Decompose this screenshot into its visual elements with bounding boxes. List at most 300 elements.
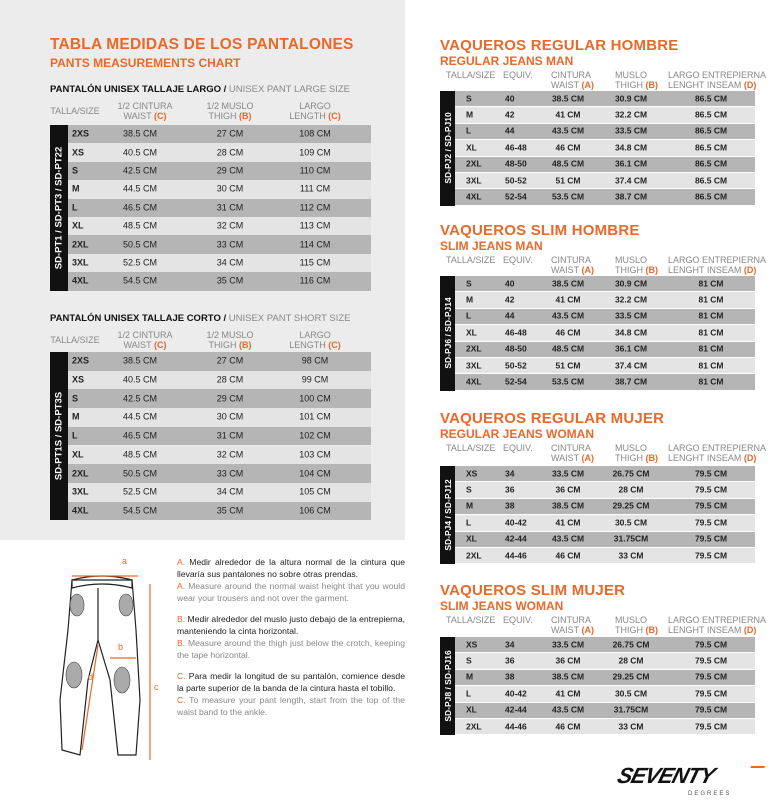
- cell: 30.5 CM: [614, 517, 648, 528]
- table-row: [68, 502, 371, 521]
- cell: 34.8 CM: [614, 327, 648, 338]
- cell: 36.1 CM: [614, 158, 648, 169]
- pants-diagram: [50, 550, 170, 770]
- table-row: [455, 374, 755, 389]
- cell: 4XL: [466, 376, 482, 387]
- table-subtitle: SLIM JEANS MAN: [440, 239, 543, 253]
- cell: 51 CM: [555, 360, 581, 371]
- cell: 100 CM: [299, 393, 331, 404]
- cell: 32.2 CM: [614, 294, 648, 305]
- cell: 79.5 CM: [694, 704, 728, 715]
- cell: 42-44: [505, 704, 527, 715]
- cell: 81 CM: [698, 294, 724, 305]
- cell: 38.7 CM: [614, 376, 648, 387]
- cell: 38.5 CM: [122, 355, 158, 366]
- cell: 35 CM: [216, 275, 244, 286]
- column-header: LARGO ENTREPIERNA LENGHT INSEAM (D): [668, 255, 767, 275]
- cell: 40.5 CM: [122, 147, 158, 158]
- cell: 102 CM: [299, 430, 331, 441]
- cell: 79.5 CM: [694, 671, 728, 682]
- column-header: LARGO ENTREPIERNA LENGHT INSEAM (D): [668, 70, 767, 90]
- cell: 4XL: [72, 275, 89, 286]
- cell: 2XS: [72, 128, 90, 139]
- cell: 110 CM: [299, 165, 331, 176]
- table-row: [68, 162, 371, 180]
- cell: S: [72, 393, 79, 404]
- cell: 29 CM: [216, 393, 244, 404]
- column-header: MUSLO THIGH (B): [615, 255, 659, 275]
- cell: 37.4 CM: [614, 175, 648, 186]
- cell: 36: [505, 655, 515, 666]
- cell: 2XL: [466, 721, 482, 732]
- model-code-bar: SD-PT1S / SD-PT3S: [50, 352, 68, 520]
- cell: 54.5 CM: [122, 275, 158, 286]
- cell: 86.5 CM: [694, 158, 728, 169]
- label-d: d: [88, 672, 94, 682]
- cell: 51 CM: [555, 175, 581, 186]
- cell: 27 CM: [216, 355, 244, 366]
- table-row: [68, 389, 371, 408]
- cell: M: [466, 294, 474, 305]
- cell: S: [466, 655, 472, 666]
- cell: 30.9 CM: [614, 278, 648, 289]
- cell: 46.5 CM: [122, 202, 158, 213]
- cell: 46.5 CM: [122, 430, 158, 441]
- cell: 36.1 CM: [614, 343, 648, 354]
- cell: 33.5 CM: [614, 310, 648, 321]
- cell: 28 CM: [618, 484, 644, 495]
- cell: 36 CM: [555, 655, 581, 666]
- cell: 27 CM: [216, 128, 244, 139]
- table-row: [455, 686, 755, 701]
- column-header: MUSLO THIGH (B): [615, 70, 659, 90]
- cell: 34 CM: [216, 257, 244, 268]
- table-row: [455, 703, 755, 718]
- cell: M: [72, 183, 80, 194]
- cell: 29.25 CM: [612, 671, 650, 682]
- table-row: [68, 272, 371, 290]
- table-row: [68, 483, 371, 502]
- cell: 3XL: [466, 175, 482, 186]
- column-header: LARGO LENGTH (C): [289, 101, 341, 121]
- cell: 31.75CM: [613, 704, 649, 715]
- cell: 37.4 CM: [614, 360, 648, 371]
- cell: 43.5 CM: [551, 125, 585, 136]
- table-caption: PANTALÓN UNISEX TALLAJE LARGO / UNISEX PANT LARGE SIZE: [50, 84, 350, 95]
- cell: 79.5 CM: [694, 655, 728, 666]
- table-row: [455, 157, 755, 172]
- table-title: VAQUEROS REGULAR MUJER: [440, 410, 665, 427]
- cell: 52-54: [505, 376, 527, 387]
- cell: XS: [72, 374, 85, 385]
- instruction-c: C. Para medir la longitud de su pantalón, comience desde la parte superior de la banda de la cintura hasta el tobillo. C. To measure your pant length, start from the top of the waist band to the ankle.: [177, 671, 405, 717]
- column-header: MUSLO THIGH (B): [615, 443, 659, 463]
- cell: 2XL: [466, 550, 482, 561]
- column-header: LARGO ENTREPIERNA LENGHT INSEAM (D): [668, 615, 767, 635]
- column-header: LARGO LENGTH (C): [289, 330, 341, 350]
- cell: 99 CM: [301, 374, 329, 385]
- cell: 86.5 CM: [694, 93, 728, 104]
- cell: 2XS: [72, 355, 90, 366]
- cell: 38: [505, 500, 515, 511]
- column-header: CINTURA WAIST (A): [551, 615, 595, 635]
- table-row: [68, 446, 371, 465]
- cell: 50.5 CM: [122, 468, 158, 479]
- cell: M: [466, 500, 474, 511]
- cell: 26.75 CM: [612, 468, 650, 479]
- cell: 33.5 CM: [614, 125, 648, 136]
- column-header: TALLA/SIZE: [50, 106, 100, 116]
- cell: 103 CM: [299, 449, 331, 460]
- cell: M: [72, 411, 80, 422]
- cell: 28 CM: [618, 655, 644, 666]
- cell: 48-50: [505, 158, 527, 169]
- cell: 44-46: [505, 550, 527, 561]
- cell: 52.5 CM: [122, 257, 158, 268]
- cell: 81 CM: [698, 310, 724, 321]
- cell: 30 CM: [216, 183, 244, 194]
- column-header: 1/2 CINTURA WAIST (C): [117, 330, 173, 350]
- cell: 31.75CM: [613, 533, 649, 544]
- cell: 106 CM: [299, 505, 331, 516]
- cell: 112 CM: [299, 202, 331, 213]
- table-row: [455, 532, 755, 547]
- cell: 28 CM: [216, 147, 244, 158]
- cell: 38: [505, 671, 515, 682]
- cell: 42: [505, 109, 515, 120]
- cell: 101 CM: [299, 411, 331, 422]
- cell: 79.5 CM: [694, 688, 728, 699]
- cell: 40: [505, 93, 515, 104]
- cell: 2XL: [466, 158, 482, 169]
- cell: 114 CM: [299, 239, 331, 250]
- cell: S: [466, 484, 472, 495]
- label-c: c: [154, 682, 159, 692]
- table-row: [455, 358, 755, 373]
- cell: 46 CM: [555, 721, 581, 732]
- cell: 48.5 CM: [551, 343, 585, 354]
- cell: 41 CM: [555, 109, 581, 120]
- cell: XL: [466, 142, 477, 153]
- cell: XL: [466, 533, 477, 544]
- instruction-a: A. Medir alrededor de la altura normal de la cintura que llevaría sus pantalones no sobre otras prendas. A. Measure around the normal waist height that you would wear your trousers and not over the garment.: [177, 557, 405, 603]
- cell: 86.5 CM: [694, 109, 728, 120]
- cell: 38.5 CM: [551, 278, 585, 289]
- table-row: [455, 670, 755, 685]
- table-row: [455, 309, 755, 324]
- cell: 38.5 CM: [551, 500, 585, 511]
- cell: XL: [466, 704, 477, 715]
- cell: 43.5 CM: [551, 310, 585, 321]
- cell: XL: [72, 449, 84, 460]
- cell: 81 CM: [698, 278, 724, 289]
- cell: 3XL: [72, 486, 89, 497]
- cell: 42: [505, 294, 515, 305]
- table-row: [455, 515, 755, 530]
- cell: 33 CM: [618, 721, 644, 732]
- cell: XL: [72, 220, 84, 231]
- cell: 41 CM: [555, 517, 581, 528]
- cell: 38.7 CM: [614, 191, 648, 202]
- table-caption: PANTALÓN UNISEX TALLAJE CORTO / UNISEX PANT SHORT SIZE: [50, 313, 351, 324]
- column-header: MUSLO THIGH (B): [615, 615, 659, 635]
- cell: 4XL: [72, 505, 89, 516]
- cell: 46-48: [505, 327, 527, 338]
- table-row: [68, 235, 371, 253]
- cell: 30 CM: [216, 411, 244, 422]
- cell: 81 CM: [698, 327, 724, 338]
- cell: 115 CM: [299, 257, 331, 268]
- cell: 32 CM: [216, 449, 244, 460]
- brand-logo: [614, 763, 768, 804]
- cell: 33.5 CM: [551, 468, 585, 479]
- table-row: [455, 719, 755, 734]
- table-subtitle: REGULAR JEANS MAN: [440, 54, 574, 68]
- cell: M: [466, 109, 474, 120]
- cell: 33.5 CM: [551, 639, 585, 650]
- column-header: EQUIV.: [503, 443, 533, 453]
- table-subtitle: REGULAR JEANS WOMAN: [440, 427, 595, 441]
- cell: 52-54: [505, 191, 527, 202]
- table-row: [455, 189, 755, 204]
- table-row: [455, 107, 755, 122]
- cell: 43.5 CM: [551, 533, 585, 544]
- table-row: [455, 140, 755, 155]
- cell: 38.5 CM: [551, 93, 585, 104]
- cell: 46 CM: [555, 550, 581, 561]
- instructions: [177, 556, 405, 727]
- column-header: EQUIV.: [503, 255, 533, 265]
- table-row: [68, 427, 371, 446]
- cell: 79.5 CM: [694, 533, 728, 544]
- column-header: TALLA/SIZE: [446, 443, 496, 453]
- column-header: 1/2 MUSLO THIGH (B): [206, 330, 254, 350]
- table-row: [455, 276, 755, 291]
- cell: 108 CM: [299, 128, 331, 139]
- table-row: [68, 408, 371, 427]
- table-title: VAQUEROS REGULAR HOMBRE: [440, 37, 679, 54]
- cell: L: [466, 517, 472, 528]
- table-row: [455, 325, 755, 340]
- cell: S: [466, 278, 472, 289]
- cell: 32 CM: [216, 220, 244, 231]
- table-row: [455, 91, 755, 106]
- cell: 116 CM: [299, 275, 331, 286]
- cell: 81 CM: [698, 343, 724, 354]
- cell: 98 CM: [301, 355, 329, 366]
- model-code-bar: SD-PJ8 / SD-PJ16: [440, 637, 455, 735]
- logo-accent: [749, 766, 765, 772]
- table-row: [68, 125, 371, 143]
- cell: 35 CM: [216, 505, 244, 516]
- table-row: [455, 173, 755, 188]
- cell: 40-42: [505, 688, 527, 699]
- cell: 41 CM: [555, 688, 581, 699]
- cell: 2XL: [466, 343, 482, 354]
- cell: 33 CM: [618, 550, 644, 561]
- logo-subtext: DEGREES: [688, 791, 732, 797]
- cell: 86.5 CM: [694, 191, 728, 202]
- cell: 33 CM: [216, 468, 244, 479]
- cell: L: [72, 202, 78, 213]
- cell: 29 CM: [216, 165, 244, 176]
- column-header: TALLA/SIZE: [50, 335, 100, 345]
- logo-text: SEVENTY: [614, 763, 718, 788]
- cell: 46 CM: [555, 327, 581, 338]
- page-subtitle: PANTS MEASUREMENTS CHART: [50, 56, 241, 70]
- cell: 36: [505, 484, 515, 495]
- cell: 31 CM: [216, 430, 244, 441]
- model-code-bar: SD-PT1 / SD-PT3 / SD-PT22: [50, 125, 68, 291]
- cell: 40-42: [505, 517, 527, 528]
- cell: 79.5 CM: [694, 721, 728, 732]
- table-row: [455, 482, 755, 497]
- cell: 44-46: [505, 721, 527, 732]
- cell: M: [466, 671, 474, 682]
- cell: 42.5 CM: [122, 165, 158, 176]
- cell: 40: [505, 278, 515, 289]
- cell: 81 CM: [698, 376, 724, 387]
- table-row: [455, 342, 755, 357]
- cell: 46-48: [505, 142, 527, 153]
- cell: 28 CM: [216, 374, 244, 385]
- cell: 48-50: [505, 343, 527, 354]
- column-header: 1/2 CINTURA WAIST (C): [117, 101, 173, 121]
- label-a: a: [122, 556, 128, 566]
- table-row: [455, 548, 755, 563]
- cell: 41 CM: [555, 294, 581, 305]
- table-row: [68, 180, 371, 198]
- column-header: TALLA/SIZE: [446, 615, 496, 625]
- cell: L: [466, 310, 472, 321]
- cell: 30.5 CM: [614, 688, 648, 699]
- cell: 52.5 CM: [122, 486, 158, 497]
- page-title: TABLA MEDIDAS DE LOS PANTALONES: [50, 36, 354, 53]
- cell: 53.5 CM: [551, 191, 585, 202]
- cell: 30.9 CM: [614, 93, 648, 104]
- column-header: 1/2 MUSLO THIGH (B): [206, 101, 254, 121]
- cell: 79.5 CM: [694, 550, 728, 561]
- label-b: b: [118, 642, 124, 652]
- cell: 79.5 CM: [694, 639, 728, 650]
- table-row: [68, 371, 371, 390]
- column-header: TALLA/SIZE: [446, 255, 496, 265]
- cell: 86.5 CM: [694, 175, 728, 186]
- cell: 2XL: [72, 239, 89, 250]
- table-row: [68, 143, 371, 161]
- cell: 109 CM: [299, 147, 331, 158]
- cell: 29.25 CM: [612, 500, 650, 511]
- cell: 48.5 CM: [551, 158, 585, 169]
- cell: 50-52: [505, 360, 527, 371]
- model-code-bar: SD-PJ4 / SD-PJ12: [440, 466, 455, 564]
- cell: XS: [466, 639, 478, 650]
- cell: S: [466, 93, 472, 104]
- cell: XS: [72, 147, 85, 158]
- model-code-bar: SD-PJ2 / SD-PJ10: [440, 91, 455, 206]
- cell: 34: [505, 468, 515, 479]
- cell: 38.5 CM: [551, 671, 585, 682]
- cell: 111 CM: [299, 183, 331, 194]
- cell: 54.5 CM: [122, 505, 158, 516]
- cell: 32.2 CM: [614, 109, 648, 120]
- model-code-bar: SD-PJ6 / SD-PJ14: [440, 276, 455, 391]
- cell: 105 CM: [299, 486, 331, 497]
- column-header: CINTURA WAIST (A): [551, 70, 595, 90]
- column-header: TALLA/SIZE: [446, 70, 496, 80]
- cell: 4XL: [466, 191, 482, 202]
- table-row: [68, 352, 371, 371]
- cell: 79.5 CM: [694, 484, 728, 495]
- cell: XL: [466, 327, 477, 338]
- cell: 34 CM: [216, 486, 244, 497]
- table-row: [455, 124, 755, 139]
- cell: 46 CM: [555, 142, 581, 153]
- cell: 42.5 CM: [122, 393, 158, 404]
- table-subtitle: SLIM JEANS WOMAN: [440, 599, 564, 613]
- table-row: [455, 637, 755, 652]
- cell: 79.5 CM: [694, 500, 728, 511]
- cell: 2XL: [72, 468, 89, 479]
- cell: 86.5 CM: [694, 125, 728, 136]
- cell: 42-44: [505, 533, 527, 544]
- cell: S: [72, 165, 79, 176]
- cell: 3XL: [466, 360, 482, 371]
- column-header: CINTURA WAIST (A): [551, 443, 595, 463]
- cell: 50-52: [505, 175, 527, 186]
- table-row: [455, 466, 755, 481]
- cell: 44.5 CM: [122, 411, 158, 422]
- cell: 44: [505, 125, 515, 136]
- cell: L: [466, 125, 472, 136]
- cell: 81 CM: [698, 360, 724, 371]
- table-row: [455, 653, 755, 668]
- cell: 86.5 CM: [694, 142, 728, 153]
- cell: 34.8 CM: [614, 142, 648, 153]
- cell: 44: [505, 310, 515, 321]
- cell: 31 CM: [216, 202, 244, 213]
- column-header: CINTURA WAIST (A): [551, 255, 595, 275]
- cell: 53.5 CM: [551, 376, 585, 387]
- cell: L: [72, 430, 78, 441]
- cell: 50.5 CM: [122, 239, 158, 250]
- cell: 48.5 CM: [122, 220, 158, 231]
- instruction-b: B. Medir alrededor del muslo justo debajo de la entrepierna, manteniendo la cinta horizontal. B. Measure around the thigh just below the crotch, keeping the tape horizontal.: [177, 614, 405, 660]
- cell: 113 CM: [299, 220, 331, 231]
- cell: 3XL: [72, 257, 89, 268]
- cell: 26.75 CM: [612, 639, 650, 650]
- cell: 48.5 CM: [122, 449, 158, 460]
- table-row: [68, 217, 371, 235]
- cell: 104 CM: [299, 468, 331, 479]
- cell: 36 CM: [555, 484, 581, 495]
- table-row: [68, 464, 371, 483]
- cell: L: [466, 688, 472, 699]
- table-title: VAQUEROS SLIM HOMBRE: [440, 222, 640, 239]
- table-row: [68, 254, 371, 272]
- table-row: [455, 292, 755, 307]
- table-title: VAQUEROS SLIM MUJER: [440, 582, 626, 599]
- table-row: [455, 499, 755, 514]
- column-header: EQUIV.: [503, 615, 533, 625]
- cell: 79.5 CM: [694, 517, 728, 528]
- cell: 43.5 CM: [551, 704, 585, 715]
- cell: 38.5 CM: [122, 128, 158, 139]
- table-row: [68, 199, 371, 217]
- column-header: LARGO ENTREPIERNA LENGHT INSEAM (D): [668, 443, 767, 463]
- cell: 79.5 CM: [694, 468, 728, 479]
- cell: 34: [505, 639, 515, 650]
